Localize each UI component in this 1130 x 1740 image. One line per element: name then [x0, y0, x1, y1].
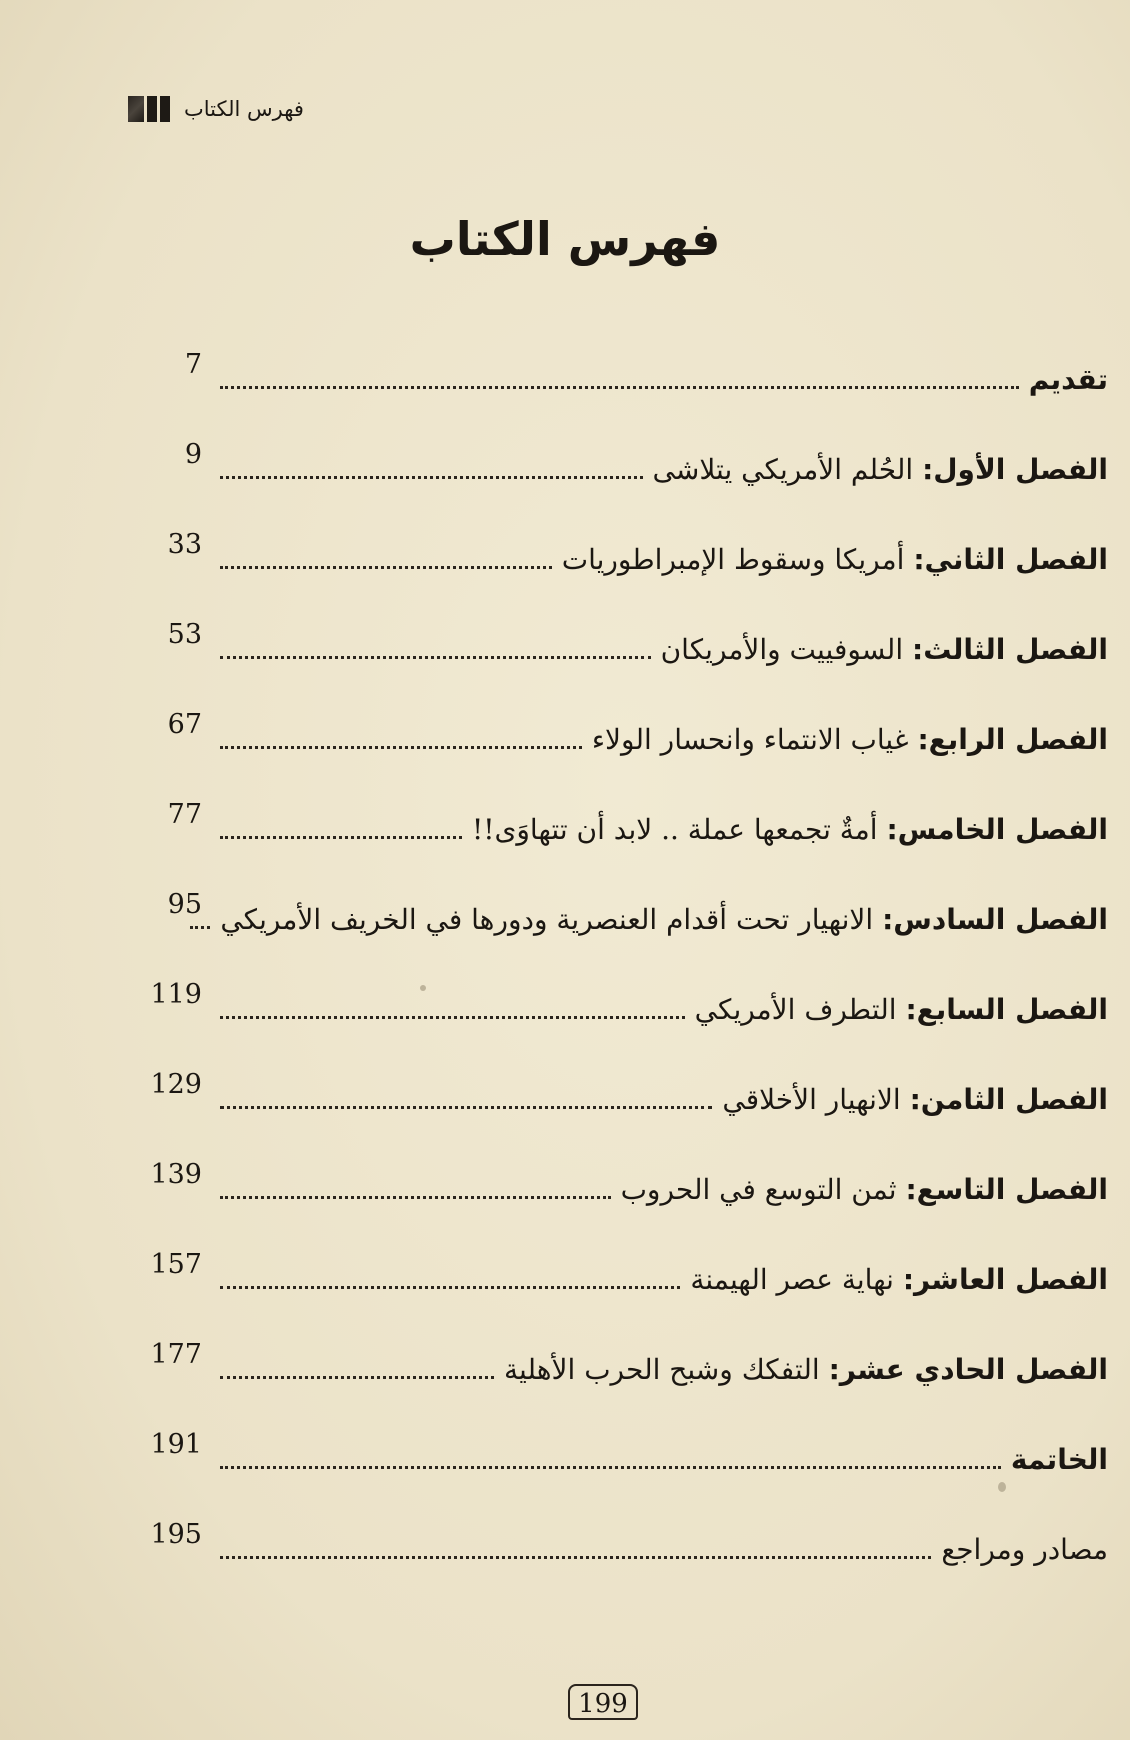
toc-entry-title — [472, 810, 1108, 850]
running-title: فهرس الكتاب — [184, 97, 304, 121]
dot-leader — [220, 746, 582, 749]
toc-entry — [150, 1055, 1108, 1145]
toc-page-number: 7 — [184, 349, 202, 380]
toc-entry — [150, 1505, 1108, 1595]
chapter-title: نهاية عصر الهيمنة — [690, 1263, 903, 1296]
chapter-number: الفصل السادس: — [882, 903, 1108, 936]
dot-leader — [190, 926, 210, 929]
toc-page-number: 53 — [167, 619, 202, 650]
toc-page-number: 67 — [167, 709, 202, 740]
chapter-number: الفصل السابع: — [905, 993, 1108, 1026]
dot-leader — [220, 1556, 931, 1559]
chapter-number: الفصل الرابع: — [917, 723, 1108, 756]
toc-page-number: 157 — [150, 1249, 202, 1280]
chapter-title: أمريكا وسقوط الإمبراطوريات — [561, 543, 914, 576]
toc-entry — [150, 1325, 1108, 1415]
toc-page-number: 9 — [184, 439, 202, 470]
toc-page-number: 77 — [167, 799, 202, 830]
page-title: فهرس الكتاب — [409, 212, 721, 266]
dot-leader — [220, 656, 651, 659]
dot-leader — [220, 386, 1019, 389]
toc-page-number: 129 — [150, 1069, 202, 1100]
toc-page-number: 195 — [150, 1519, 202, 1550]
chapter-title: الانهيار الأخلاقي — [722, 1083, 910, 1116]
toc-entry-title — [1011, 1440, 1108, 1480]
chapter-number: الفصل العاشر: — [902, 1263, 1108, 1296]
chapter-title: التطرف الأمريكي — [694, 993, 906, 1026]
page-number: 199 — [568, 1684, 638, 1720]
toc-entry-title — [504, 1350, 1108, 1390]
toc-entry — [150, 605, 1108, 695]
dot-leader — [220, 566, 552, 569]
dot-leader — [220, 1376, 494, 1379]
toc-entry — [150, 1145, 1108, 1235]
header-ornament — [128, 96, 170, 122]
toc-entry-title — [1029, 360, 1108, 400]
toc-entry-title — [941, 1530, 1108, 1570]
dot-leader — [220, 1466, 1001, 1469]
toc-entry — [150, 695, 1108, 785]
paper-speck — [420, 985, 426, 991]
chapter-number: الفصل الثالث: — [912, 633, 1108, 666]
chapter-number: الفصل الثاني: — [913, 543, 1108, 576]
toc-entry-title — [653, 450, 1108, 490]
toc-page-number: 119 — [150, 979, 202, 1010]
chapter-title: الانهيار تحت أقدام العنصرية ودورها في الخريف الأمريكي — [220, 903, 883, 936]
toc-entry-title — [592, 720, 1108, 760]
chapter-number: الفصل التاسع: — [905, 1173, 1108, 1206]
toc-entry-title — [690, 1260, 1108, 1300]
toc-page-number: 33 — [167, 529, 202, 560]
dot-leader — [220, 1196, 611, 1199]
toc-entry — [150, 1235, 1108, 1325]
chapter-number: الفصل الأول: — [922, 453, 1108, 486]
toc-entry-title — [661, 630, 1108, 670]
paper-speck — [998, 1482, 1006, 1492]
toc-entry — [150, 1415, 1108, 1505]
toc-entry-title — [220, 900, 1108, 940]
chapter-title: أمةٌ تجمعها عملة .. لابد أن تتهاوَى!! — [471, 813, 887, 846]
toc-entry — [150, 515, 1108, 605]
toc-page-number: 191 — [150, 1429, 202, 1460]
dot-leader — [220, 1016, 685, 1019]
toc-entry-title — [562, 540, 1108, 580]
chapter-title: تقديم — [1028, 363, 1108, 396]
toc-entry-title — [621, 1170, 1108, 1210]
chapter-number: الفصل الخامس: — [886, 813, 1108, 846]
dot-leader — [220, 476, 643, 479]
chapter-title: التفكك وشبح الحرب الأهلية — [504, 1353, 829, 1386]
toc-entry — [150, 335, 1108, 425]
toc-page-number: 139 — [150, 1159, 202, 1190]
chapter-title: السوفييت والأمريكان — [660, 633, 912, 666]
toc-page-number: 177 — [150, 1339, 202, 1370]
chapter-number: الفصل الحادي عشر: — [828, 1353, 1108, 1386]
dot-leader — [220, 1286, 680, 1289]
dot-leader — [220, 1106, 712, 1109]
chapter-title: غياب الانتماء وانحسار الولاء — [591, 723, 918, 756]
toc-entry — [150, 965, 1108, 1055]
toc-page-number: 95 — [167, 889, 202, 920]
toc-entry-title — [695, 990, 1108, 1030]
chapter-title: الحُلم الأمريكي يتلاشى — [652, 453, 923, 486]
chapter-title: مصادر ومراجع — [941, 1533, 1108, 1566]
dot-leader — [220, 836, 462, 839]
toc-entry — [150, 875, 1108, 965]
table-of-contents — [150, 335, 1108, 1595]
running-header — [128, 92, 304, 126]
toc-entry — [150, 425, 1108, 515]
chapter-title: الخاتمة — [1010, 1443, 1108, 1476]
toc-entry-title — [722, 1080, 1108, 1120]
chapter-number: الفصل الثامن: — [909, 1083, 1108, 1116]
toc-entry — [150, 785, 1108, 875]
chapter-title: ثمن التوسع في الحروب — [620, 1173, 906, 1206]
